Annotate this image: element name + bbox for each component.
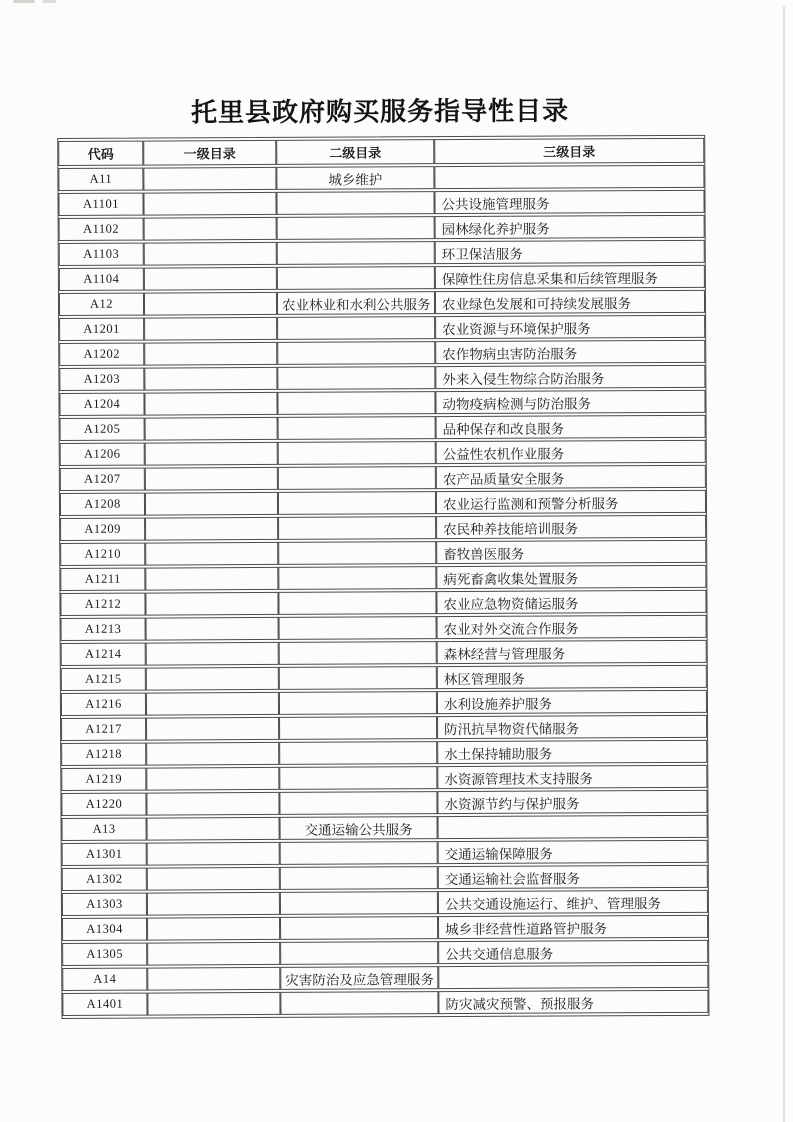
table-row bbox=[60, 515, 706, 541]
table-row bbox=[62, 965, 708, 991]
cell-code: A1101 bbox=[58, 193, 143, 216]
cell-level3 bbox=[438, 965, 708, 989]
cell-code: A1206 bbox=[60, 443, 145, 466]
cell-level1 bbox=[146, 717, 279, 741]
cell-level1 bbox=[145, 492, 278, 516]
cell-level2 bbox=[277, 341, 435, 365]
cell-level2 bbox=[277, 216, 435, 240]
table-row bbox=[61, 715, 707, 741]
cell-level2 bbox=[279, 766, 437, 790]
cell-code: A1212 bbox=[60, 593, 145, 616]
cell-code: A1305 bbox=[62, 943, 147, 966]
cell-level1 bbox=[147, 842, 280, 866]
cell-level3: 公益性农机作业服务 bbox=[436, 440, 706, 464]
cell-level1 bbox=[144, 392, 277, 416]
cell-level3: 动物疫病检测与防治服务 bbox=[435, 390, 705, 414]
cell-level3: 病死畜禽收集处置服务 bbox=[436, 565, 706, 589]
cell-level3: 农业应急物资储运服务 bbox=[436, 590, 706, 614]
cell-level2 bbox=[278, 541, 436, 565]
cell-level2 bbox=[279, 741, 437, 765]
table-row bbox=[60, 590, 706, 616]
cell-code: A1302 bbox=[62, 868, 147, 891]
cell-code: A1102 bbox=[59, 218, 144, 241]
cell-level1 bbox=[143, 167, 276, 191]
cell-level3: 公共设施管理服务 bbox=[434, 190, 704, 214]
table-row bbox=[62, 815, 708, 841]
cell-level3: 水土保持辅助服务 bbox=[437, 740, 707, 764]
cell-code: A1213 bbox=[61, 618, 146, 641]
cell-code: A1219 bbox=[61, 768, 146, 791]
table-row bbox=[59, 315, 705, 341]
cell-level2 bbox=[280, 941, 438, 965]
cell-level1 bbox=[144, 242, 277, 266]
cell-level3: 环卫保洁服务 bbox=[435, 240, 705, 264]
cell-level1 bbox=[147, 817, 280, 841]
cell-level3: 城乡非经营性道路管护服务 bbox=[438, 915, 708, 939]
cell-level2 bbox=[280, 891, 438, 915]
cell-level2 bbox=[279, 691, 437, 715]
cell-level2 bbox=[279, 791, 437, 815]
cell-level3: 畜牧兽医服务 bbox=[436, 540, 706, 564]
table-row bbox=[59, 365, 705, 391]
cell-level3: 交通运输保障服务 bbox=[438, 840, 708, 864]
table-row bbox=[61, 740, 707, 766]
cell-level2 bbox=[279, 616, 437, 640]
cell-code: A1218 bbox=[61, 743, 146, 766]
table-row bbox=[61, 765, 707, 791]
cell-code: A1203 bbox=[59, 368, 144, 391]
cell-level1 bbox=[144, 217, 277, 241]
cell-code: A1215 bbox=[61, 668, 146, 691]
cell-level2: 农业林业和水利公共服务 bbox=[277, 291, 435, 315]
cell-code: A1201 bbox=[59, 318, 144, 341]
cell-level3: 公共交通设施运行、维护、管理服务 bbox=[438, 890, 708, 914]
cell-level2 bbox=[277, 366, 435, 390]
table-row bbox=[61, 790, 707, 816]
cell-code: A1205 bbox=[60, 418, 145, 441]
cell-level1 bbox=[144, 292, 277, 316]
cell-code: A1214 bbox=[61, 643, 146, 666]
cell-level3 bbox=[434, 165, 704, 189]
cell-code: A1207 bbox=[60, 468, 145, 491]
cell-level2: 交通运输公共服务 bbox=[280, 816, 438, 840]
table-row bbox=[59, 215, 705, 241]
cell-level2 bbox=[279, 666, 437, 690]
cell-level2 bbox=[278, 441, 436, 465]
table-row bbox=[62, 890, 708, 916]
table-row bbox=[58, 165, 704, 191]
cell-level2 bbox=[277, 316, 435, 340]
table-row bbox=[60, 440, 706, 466]
cell-level1 bbox=[144, 367, 277, 391]
header-level1: 一级目录 bbox=[143, 140, 276, 166]
cell-level2 bbox=[276, 191, 434, 215]
cell-level2 bbox=[278, 466, 436, 490]
table-row bbox=[61, 665, 707, 691]
cell-level2 bbox=[279, 716, 437, 740]
table-row bbox=[60, 540, 706, 566]
scan-smudge bbox=[13, 0, 35, 3]
scan-smudge bbox=[42, 0, 56, 3]
cell-level3: 公共交通信息服务 bbox=[438, 940, 708, 964]
cell-level3: 水资源节约与保护服务 bbox=[437, 790, 707, 814]
cell-level3: 水资源管理技术支持服务 bbox=[437, 765, 707, 789]
cell-level2 bbox=[277, 266, 435, 290]
cell-level2 bbox=[278, 566, 436, 590]
cell-level2 bbox=[277, 391, 435, 415]
cell-level1 bbox=[145, 567, 278, 591]
cell-level3: 品种保存和改良服务 bbox=[436, 415, 706, 439]
cell-code: A1217 bbox=[61, 718, 146, 741]
table-row bbox=[59, 290, 705, 316]
table-row bbox=[62, 940, 708, 966]
cell-level3: 农业运行监测和预警分析服务 bbox=[436, 490, 706, 514]
table-row bbox=[59, 240, 705, 266]
table-row bbox=[60, 465, 706, 491]
table-row bbox=[60, 565, 706, 591]
cell-level2 bbox=[278, 491, 436, 515]
cell-code: A1204 bbox=[59, 393, 144, 416]
cell-code: A1202 bbox=[59, 343, 144, 366]
cell-code: A1401 bbox=[62, 993, 147, 1016]
cell-level2 bbox=[280, 866, 438, 890]
cell-level2 bbox=[279, 641, 437, 665]
cell-level1 bbox=[147, 892, 280, 916]
table-row bbox=[58, 190, 704, 216]
table-row bbox=[59, 340, 705, 366]
cell-level3: 林区管理服务 bbox=[437, 665, 707, 689]
document-content bbox=[57, 96, 707, 1019]
cell-level3: 交通运输社会监督服务 bbox=[438, 865, 708, 889]
cell-level2: 城乡维护 bbox=[276, 166, 434, 190]
cell-level3: 防汛抗旱物资代储服务 bbox=[437, 715, 707, 739]
cell-level3: 农业资源与环境保护服务 bbox=[435, 315, 705, 339]
cell-code: A1103 bbox=[59, 243, 144, 266]
table-row bbox=[61, 640, 707, 666]
cell-level1 bbox=[143, 192, 276, 216]
cell-level3: 农业对外交流合作服务 bbox=[437, 615, 707, 639]
paper-edge-line bbox=[783, 6, 785, 1122]
cell-level3: 防灾减灾预警、预报服务 bbox=[438, 990, 708, 1014]
cell-level2 bbox=[278, 516, 436, 540]
cell-code: A1301 bbox=[62, 843, 147, 866]
cell-level3: 农产品质量安全服务 bbox=[436, 465, 706, 489]
cell-code: A1211 bbox=[60, 568, 145, 591]
cell-level3: 园林绿化养护服务 bbox=[435, 215, 705, 239]
cell-code: A13 bbox=[62, 818, 147, 841]
cell-level1 bbox=[145, 592, 278, 616]
table-row bbox=[60, 490, 706, 516]
cell-level1 bbox=[146, 742, 279, 766]
cell-level3: 森林经营与管理服务 bbox=[437, 640, 707, 664]
cell-code: A14 bbox=[62, 968, 147, 991]
cell-level1 bbox=[145, 542, 278, 566]
cell-level1 bbox=[144, 267, 277, 291]
table-header-row bbox=[58, 138, 704, 166]
catalog-table bbox=[57, 135, 709, 1019]
cell-code: A1216 bbox=[61, 693, 146, 716]
document-title: 托里县政府购买服务指导性目录 bbox=[190, 95, 570, 128]
cell-level2 bbox=[280, 916, 438, 940]
cell-level2 bbox=[278, 416, 436, 440]
cell-level2 bbox=[277, 241, 435, 265]
cell-level3: 外来入侵生物综合防治服务 bbox=[435, 365, 705, 389]
header-code: 代码 bbox=[58, 141, 143, 166]
cell-level1 bbox=[145, 467, 278, 491]
cell-level1 bbox=[146, 642, 279, 666]
cell-code: A1208 bbox=[60, 493, 145, 516]
cell-level3: 保障性住房信息采集和后续管理服务 bbox=[435, 265, 705, 289]
cell-code: A1220 bbox=[61, 793, 146, 816]
cell-code: A11 bbox=[58, 168, 143, 191]
cell-level1 bbox=[145, 417, 278, 441]
cell-level1 bbox=[147, 867, 280, 891]
cell-level1 bbox=[146, 792, 279, 816]
cell-code: A12 bbox=[59, 293, 144, 316]
cell-level3 bbox=[438, 815, 708, 839]
table-row bbox=[62, 990, 708, 1016]
cell-level1 bbox=[147, 967, 280, 991]
cell-level1 bbox=[146, 692, 279, 716]
cell-level1 bbox=[147, 992, 280, 1016]
header-level2: 二级目录 bbox=[276, 139, 434, 165]
table-row bbox=[62, 840, 708, 866]
catalog-table-body bbox=[58, 165, 708, 1016]
cell-level1 bbox=[147, 917, 280, 941]
cell-level3: 农业绿色发展和可持续发展服务 bbox=[435, 290, 705, 314]
cell-level1 bbox=[144, 317, 277, 341]
cell-code: A1209 bbox=[60, 518, 145, 541]
table-row bbox=[60, 415, 706, 441]
cell-level1 bbox=[146, 617, 279, 641]
cell-level1 bbox=[146, 767, 279, 791]
cell-level3: 水利设施养护服务 bbox=[437, 690, 707, 714]
cell-level2 bbox=[280, 991, 438, 1015]
table-row bbox=[61, 615, 707, 641]
cell-level2 bbox=[278, 591, 436, 615]
table-row bbox=[61, 690, 707, 716]
cell-level1 bbox=[144, 342, 277, 366]
cell-level1 bbox=[146, 667, 279, 691]
cell-level2: 灾害防治及应急管理服务 bbox=[280, 966, 438, 990]
cell-level1 bbox=[145, 442, 278, 466]
table-row bbox=[62, 915, 708, 941]
table-row bbox=[59, 265, 705, 291]
cell-level3: 农作物病虫害防治服务 bbox=[435, 340, 705, 364]
cell-level1 bbox=[145, 517, 278, 541]
header-level3: 三级目录 bbox=[434, 138, 704, 164]
table-row bbox=[59, 390, 705, 416]
cell-code: A1304 bbox=[62, 918, 147, 941]
cell-level2 bbox=[280, 841, 438, 865]
cell-level3: 农民种养技能培训服务 bbox=[436, 515, 706, 539]
table-row bbox=[62, 865, 708, 891]
cell-code: A1210 bbox=[60, 543, 145, 566]
cell-code: A1104 bbox=[59, 268, 144, 291]
cell-level1 bbox=[147, 942, 280, 966]
cell-code: A1303 bbox=[62, 893, 147, 916]
